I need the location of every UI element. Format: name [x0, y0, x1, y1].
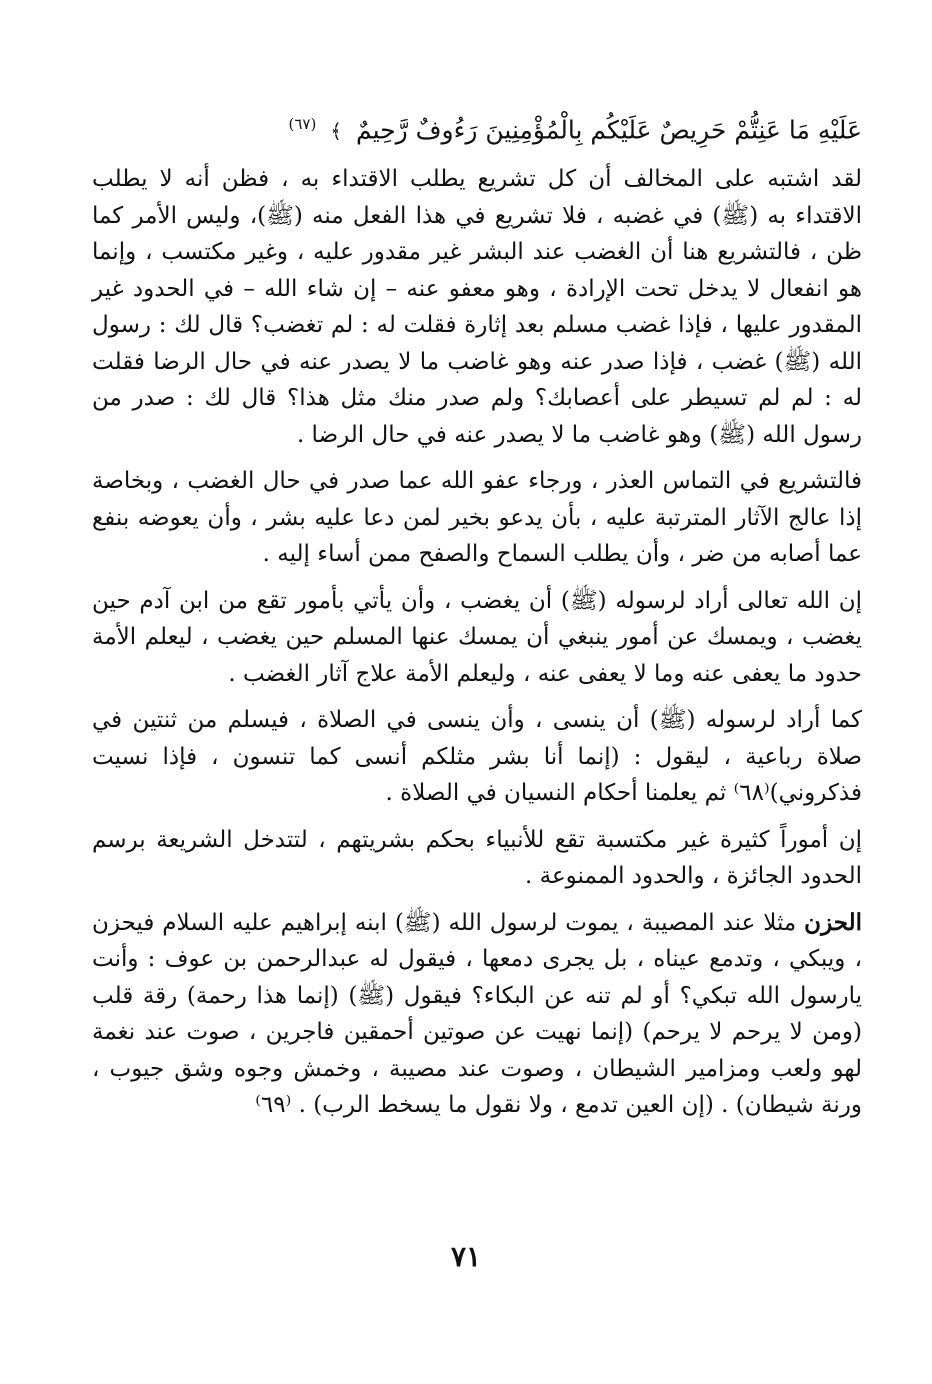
- paragraph-body: مثلا عند المصيبة ، يموت لرسول الله (ﷺ) ابنه إبراهيم عليه السلام فيحزن ، ويبكي ، وتدمع عيناه ، بل يجرى دمعها ، فيقول له عبدالرحمن بن عوف : وأنت يارسول الله تبكي؟ أو لم تنه عن البكاء؟ فيقول (ﷺ) (إنما هذا رحمة) رقة قلب (ومن لا يرحم لا يرحم) (إنما نهيت عن صوتين أحمقين فاجرين ، صوت عند نغمة لهو ولعب ومزامير الشيطان ، وصوت عند مصيبة ، وخمش وجوه وشق جيوب ، ورنة شيطان) . (إن العين تدمع ، ولا نقول ما يسخط الرب) . ⁽٦٩⁾: [92, 909, 862, 1119]
- paragraph-text: إن أموراً كثيرة غير مكتسبة تقع للأنبياء بحكم بشريتهم ، لتتدخل الشريعة برسم الحدود الجائزة ، والحدود الممنوعة .: [92, 826, 862, 890]
- paragraph-2: [92, 463, 862, 573]
- quran-verse-line: [92, 104, 862, 151]
- verse-text: عَلَيْهِ مَا عَنِتُّمْ حَرِيصٌ عَلَيْكُم بِالْمُؤْمِنِينَ رَءُوفٌ رَّحِيمٌ: [355, 115, 862, 145]
- paragraph-1: [92, 161, 862, 453]
- bold-lead-word: الحزن: [804, 908, 862, 936]
- page-number: ٧١: [450, 1240, 482, 1273]
- paragraph-text: فالتشريع في التماس العذر ، ورجاء عفو الله عما صدر في حال الغضب ، وبخاصة إذا عالج الآثار المترتبة عليه ، بأن يدعو بخير لمن دعا عليه بشر ، وأن يعوضه بنفع عما أصابه من ضر ، وأن يطلب السماح والصفح ممن أساء إليه .: [92, 468, 862, 568]
- paragraph-text: لقد اشتبه على المخالف أن كل تشريع يطلب الاقتداء به ، فظن أنه لا يطلب الاقتداء به (ﷺ) في غضبه ، فلا تشريع في هذا الفعل منه (ﷺ)، وليس الأمر كما ظن ، فالتشريع هنا أن الغضب عند البشر غير مقدور عليه ، وغير مكتسب ، وإنما هو انفعال لا يدخل تحت الإرادة ، وهو معفو عنه – إن شاء الله – في الحدود غير المقدور عليها ، فإذا غضب مسلم بعد إثارة فقلت له : لم تغضب؟ قال لك : رسول الله (ﷺ) غضب ، فإذا صدر عنه وهو غاضب ما لا يصدر عنه في حال الرضا فقلت له : لم لم تسيطر على أعصابك؟ ولم صدر منك مثل هذا؟ قال لك : صدر من رسول الله (ﷺ) وهو غاضب ما لا يصدر عنه في حال الرضا .: [92, 166, 862, 448]
- paragraph-text: إن الله تعالى أراد لرسوله (ﷺ) أن يغضب ، وأن يأتي بأمور تقع من ابن آدم حين يغضب ، ويمسك عن أمور ينبغي أن يمسك عنها المسلم حين يغضب ، ليعلم الأمة حدود ما يعفى عنه وما لا يعفى عنه ، وليعلم الأمة علاج آثار الغضب .: [92, 587, 862, 687]
- paragraph-3: [92, 583, 862, 693]
- paragraph-text: [92, 905, 862, 1124]
- verse-end-ornament: ﴾: [330, 119, 343, 144]
- footnote-ref-67: (٦٧): [288, 115, 317, 133]
- paragraph-6: [92, 905, 862, 1124]
- paragraph-4: [92, 702, 862, 812]
- paragraph-text: كما أراد لرسوله (ﷺ) أن ينسى ، وأن ينسى في الصلاة ، فيسلم من ثنتين في صلاة رباعية ، ليقول : (إنما أنا بشر مثلكم أنسى كما تنسون ، فإذا نسيت فذكروني)⁽٦٨⁾ ثم يعلمنا أحكام النسيان في الصلاة .: [92, 707, 862, 807]
- paragraph-5: [92, 822, 862, 895]
